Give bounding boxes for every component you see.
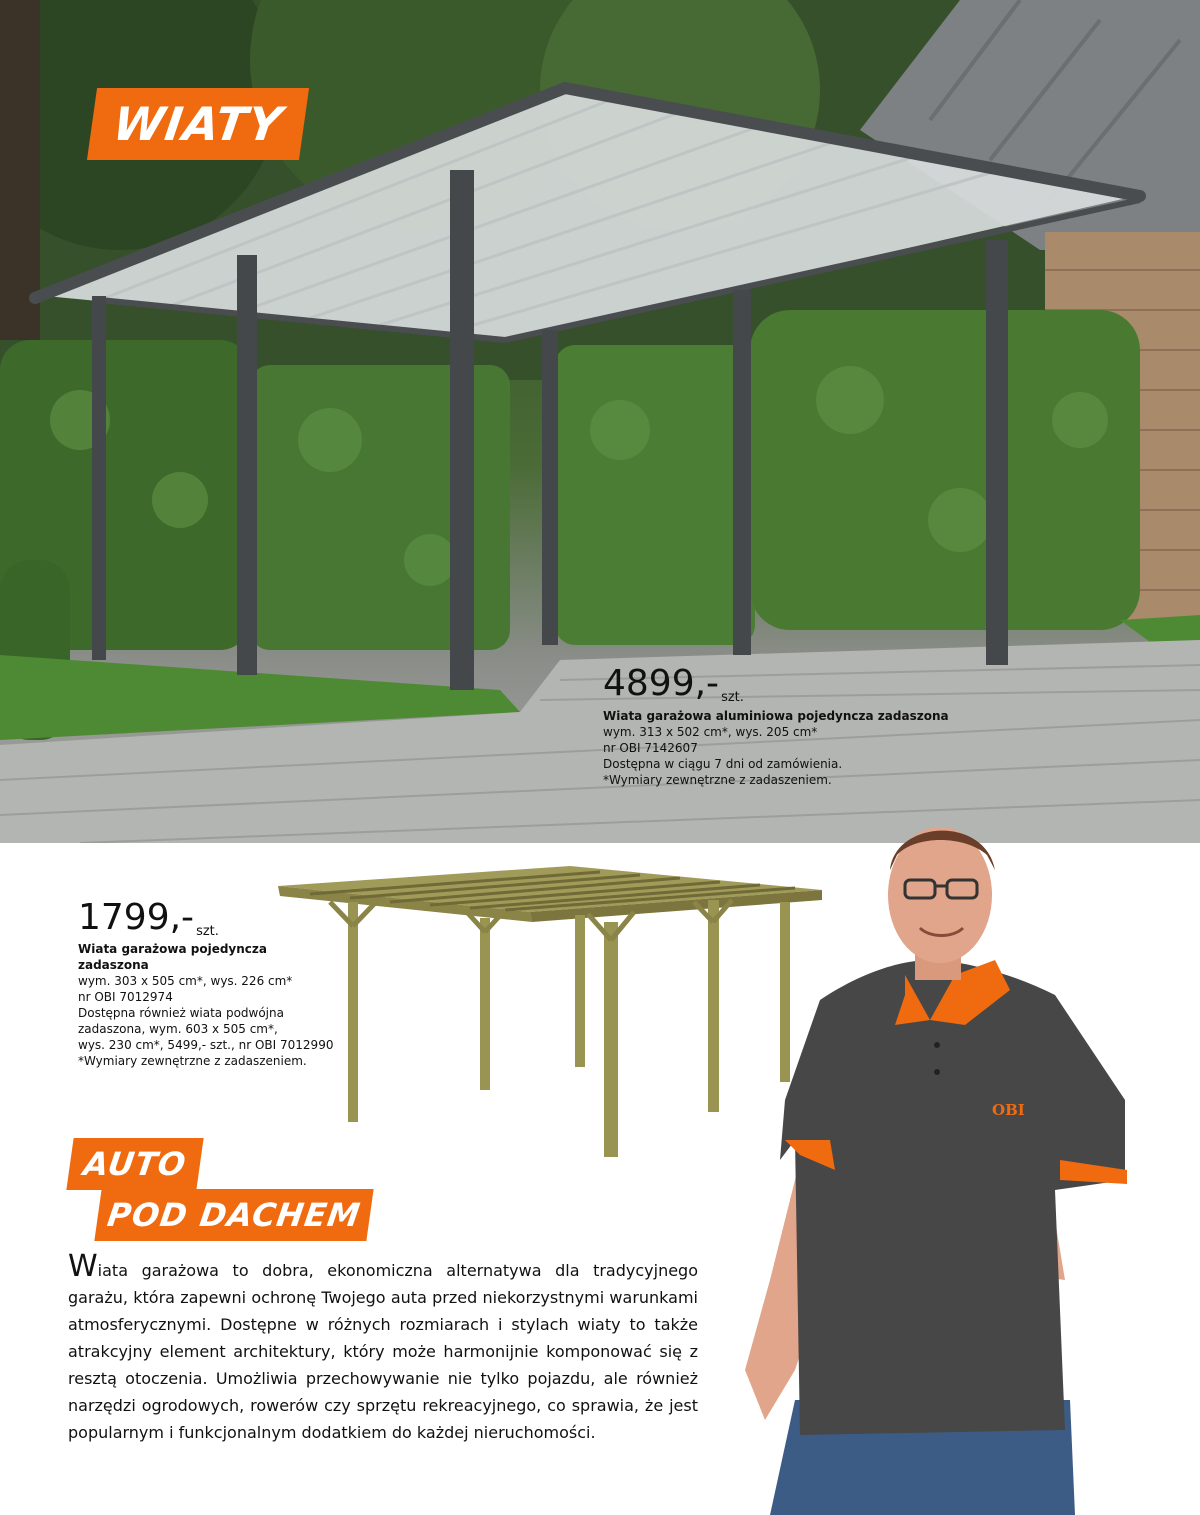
product-variant-wood-line3: wys. 230 cm*, 5499,- szt., nr OBI 7012990 xyxy=(78,1038,334,1052)
product-availability-aluminium: Dostępna w ciągu 7 dni od zamówienia. xyxy=(603,757,843,771)
price-wood-unit: szt. xyxy=(196,924,219,939)
product-name-wood-line2: zadaszona xyxy=(78,958,149,972)
product-dimensions-wood: wym. 303 x 505 cm*, wys. 226 cm* xyxy=(78,974,293,988)
product-info-aluminium xyxy=(603,708,949,788)
body-initial: W xyxy=(68,1249,98,1284)
product-name-aluminium: Wiata garażowa aluminiowa pojedyncza zadaszona xyxy=(603,709,949,723)
product-info-wood xyxy=(78,941,333,1069)
product-variant-wood-line2: zadaszona, wym. 603 x 505 cm*, xyxy=(78,1022,278,1036)
product-variant-wood-line1: Dostępna również wiata podwójna xyxy=(78,1006,284,1020)
product-number-wood: nr OBI 7012974 xyxy=(78,990,173,1004)
section-badge-auto: AUTO xyxy=(66,1138,203,1190)
product-name-wood-line1: Wiata garażowa pojedyncza xyxy=(78,942,267,956)
body-paragraph: iata garażowa to dobra, ekonomiczna alternatywa dla tradycyjnego garażu, która zapewni ochronę Twojego auta przed niekorzystnymi warunkami atmosferycznymi. Dostępne w różnych rozmiarach i stylach wiaty to także atrakcyjny element architektury, który może harmonijnie komponować się z resztą otoczenia. Umożliwia przechowywanie nie tylko pojazdu, ale również narzędzi ogrodowych, rowerów czy sprzętu rekreacyjnego, co sprawia, że jest popularnym i funkcjonalnym dodatkiem do każdej nieruchomości. xyxy=(68,1261,698,1442)
price-wood-value: 1799,- xyxy=(78,897,195,938)
product-footnote-aluminium: *Wymiary zewnętrzne z zadaszeniem. xyxy=(603,773,832,787)
price-aluminium-value: 4899,- xyxy=(603,663,720,704)
price-aluminium-unit: szt. xyxy=(721,690,744,705)
section-body-text xyxy=(68,1249,698,1446)
product-footnote-wood: *Wymiary zewnętrzne z zadaszeniem. xyxy=(78,1054,307,1068)
product-number-aluminium: nr OBI 7142607 xyxy=(603,741,698,755)
obi-employee-image xyxy=(725,810,1145,1515)
product-dimensions-aluminium: wym. 313 x 502 cm*, wys. 205 cm* xyxy=(603,725,818,739)
section-badge-pod-dachem: POD DACHEM xyxy=(94,1189,373,1241)
shirt-logo-obi: OBI xyxy=(992,1101,1025,1119)
section-badge-wiaty: WIATY xyxy=(87,88,309,160)
